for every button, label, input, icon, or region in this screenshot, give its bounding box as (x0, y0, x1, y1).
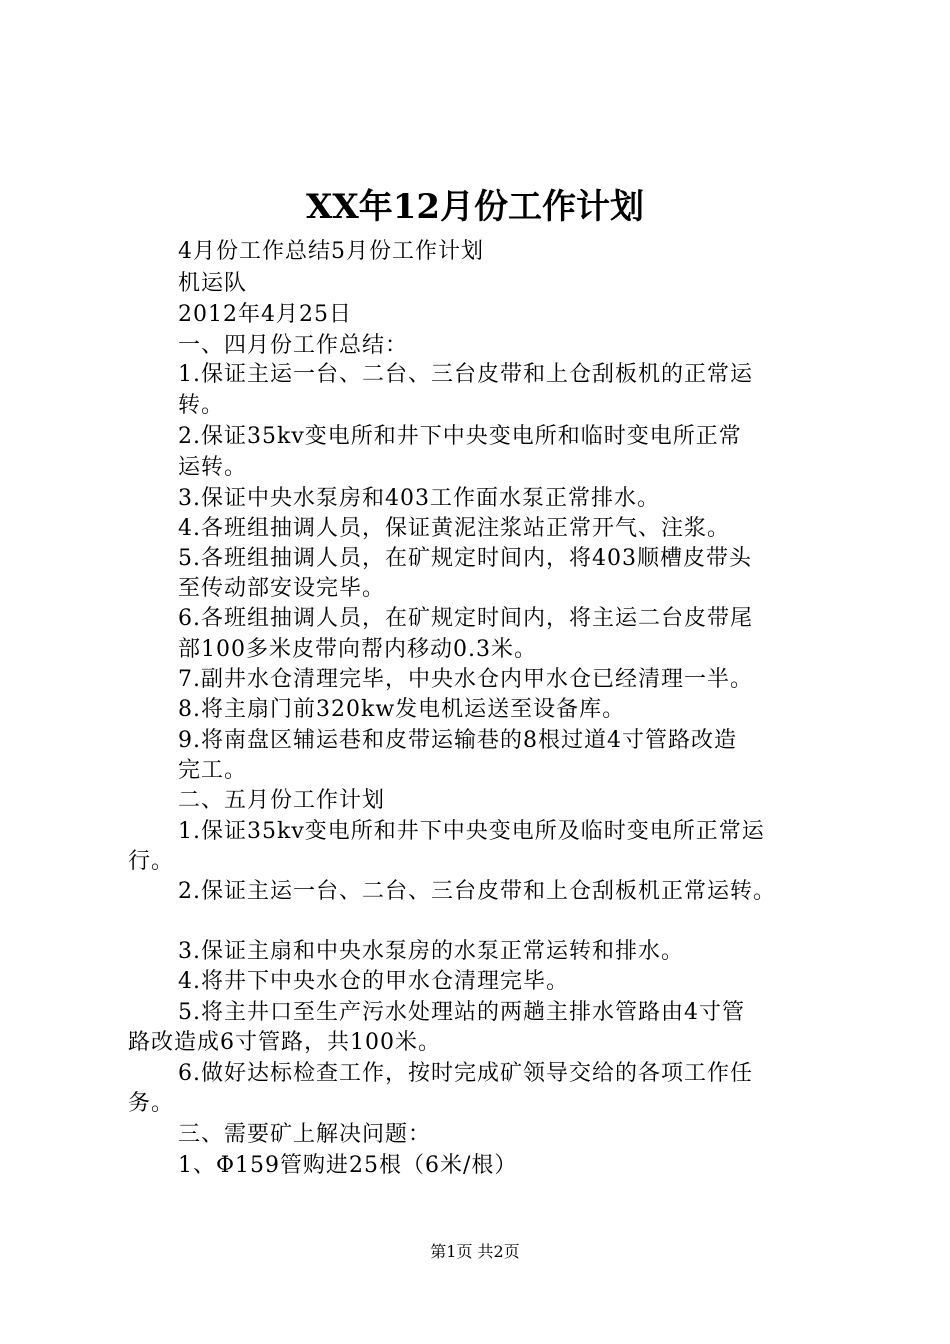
section-heading: 二、五月份工作计划 (178, 788, 386, 813)
page-footer: 第1页 共2页 (430, 1242, 520, 1261)
text-line: 路改造成6寸管路，共100米。 (128, 1030, 441, 1055)
text-line: 3.保证中央水泵房和403工作面水泵正常排水。 (178, 486, 660, 511)
section-heading: 一、四月份工作总结： (178, 333, 409, 358)
text-line: 行。 (128, 849, 175, 874)
text-line: 4月份工作总结5月份工作计划 (178, 239, 484, 264)
text-line: 至传动部安设完毕。 (178, 576, 386, 601)
text-line: 6.做好达标检查工作，按时完成矿领导交给的各项工作任 (178, 1061, 753, 1086)
text-line: 运转。 (178, 455, 248, 480)
text-line: 部100多米皮带向帮内移动0.3米。 (178, 637, 537, 662)
text-line: 9.将南盘区辅运巷和皮带运输巷的8根过道4寸管路改造 (178, 728, 737, 753)
text-line: 3.保证主扇和中央水泵房的水泵正常运转和排水。 (178, 939, 684, 964)
text-line: 2012年4月25日 (178, 302, 352, 327)
text-line: 1.保证主运一台、二台、三台皮带和上仓刮板机的正常运 (178, 362, 753, 387)
text-line: 完工。 (178, 758, 248, 783)
text-line: 机运队 (178, 271, 248, 296)
text-line: 5.各班组抽调人员，在矿规定时间内，将403顺槽皮带头 (178, 546, 752, 571)
text-line: 务。 (128, 1091, 175, 1116)
text-line: 2.保证主运一台、二台、三台皮带和上仓刮板机正常运转。 (178, 879, 776, 904)
text-line: 1、Φ159管购进25根（6米/根） (178, 1153, 518, 1178)
text-line: 4.各班组抽调人员，保证黄泥注浆站正常开气、注浆。 (178, 516, 730, 541)
text-line: 2.保证35kv变电所和井下中央变电所和临时变电所正常 (178, 424, 742, 449)
text-line: 5.将主井口至生产污水处理站的两趟主排水管路由4寸管 (178, 1000, 745, 1025)
text-line: 6.各班组抽调人员，在矿规定时间内，将主运二台皮带尾 (178, 606, 753, 631)
page-title: XX年12月份工作计划 (305, 187, 645, 227)
text-line: 转。 (178, 393, 225, 418)
text-line: 1.保证35kv变电所和井下中央变电所及临时变电所正常运 (178, 819, 765, 844)
text-line: 8.将主扇门前320kw发电机运送至设备库。 (178, 697, 626, 722)
text-line: 7.副井水仓清理完毕，中央水仓内甲水仓已经清理一半。 (178, 667, 753, 692)
section-heading: 三、需要矿上解决问题： (178, 1122, 432, 1147)
text-line: 4.将井下中央水仓的甲水仓清理完毕。 (178, 969, 569, 994)
